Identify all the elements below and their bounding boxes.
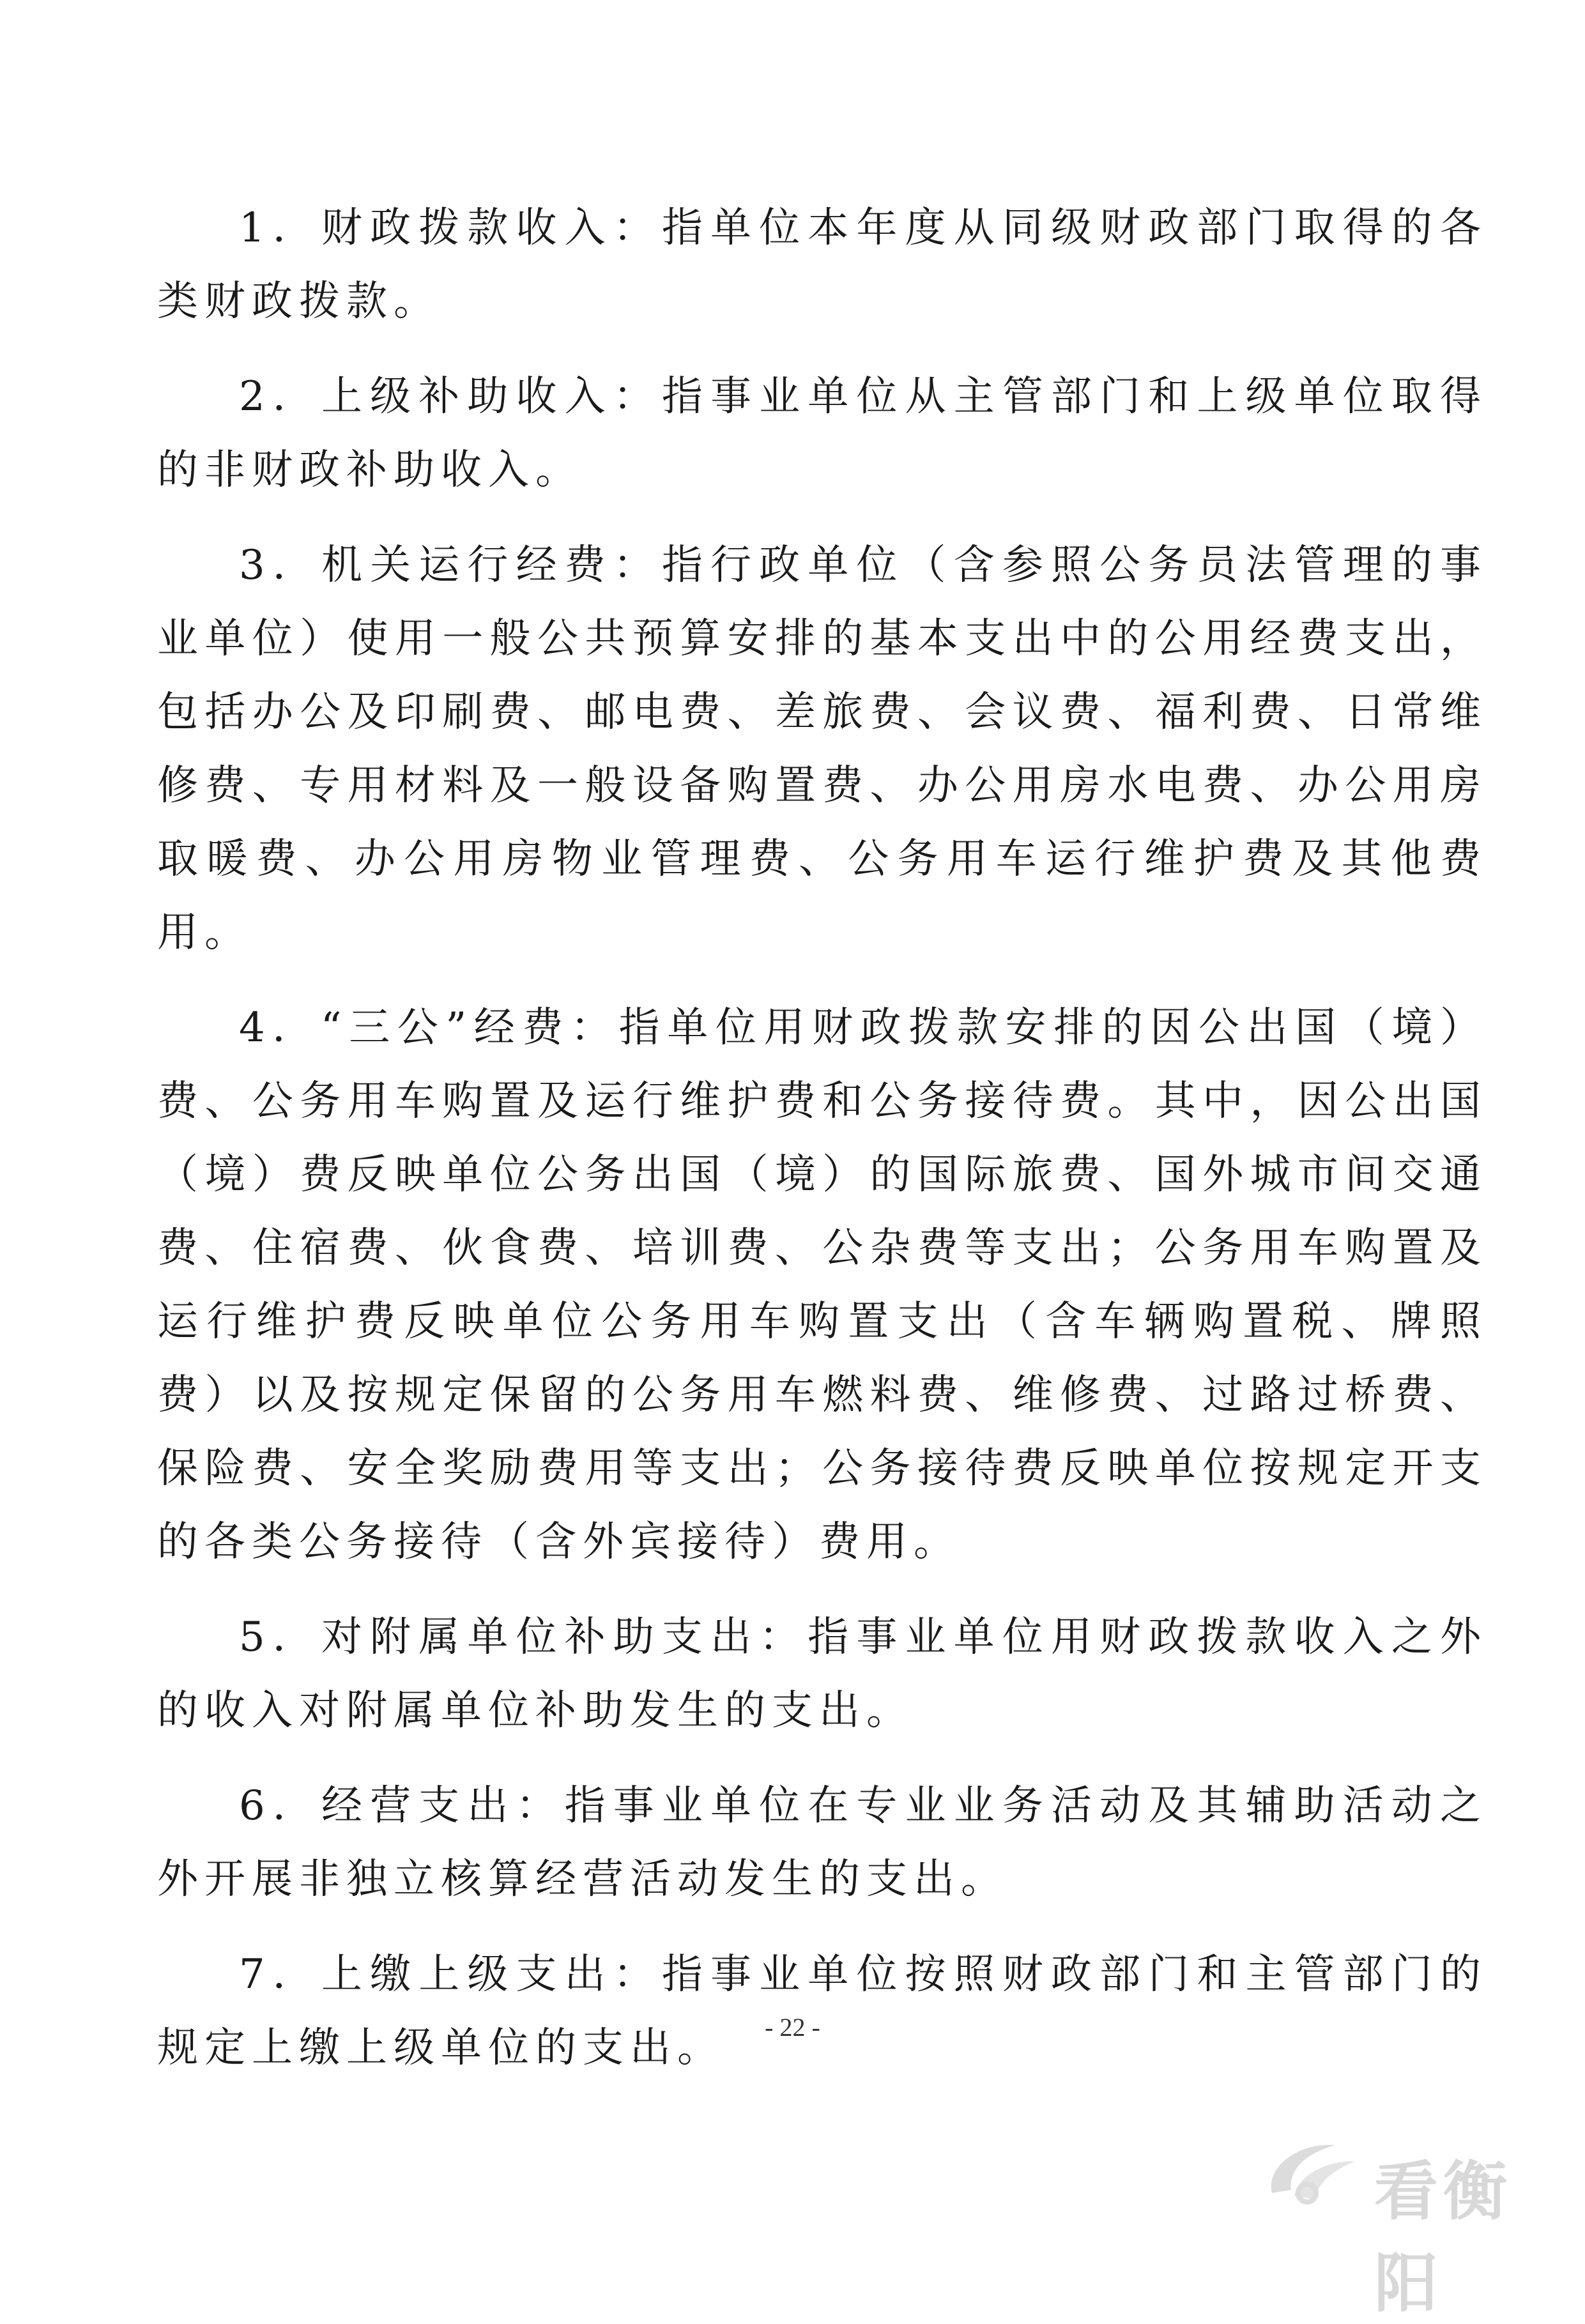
paragraph-3: 3．机关运行经费：指行政单位（含参照公务员法管理的事业单位）使用一般公共预算安排的基本支出中的公用经费支出，包括办公及印刷费、邮电费、差旅费、会议费、福利费、日常维修费、专用材料及一般设备购置费、办公用房水电费、办公用房取暖费、办公用房物业管理费、公务用车运行维护费及其他费用。 [157,542,1487,956]
paragraph-6: 6．经营支出：指事业单位在专业业务活动及其辅助活动之外开展非独立核算经营活动发生的支出。 [157,1782,1487,1903]
paragraph-4: 4．“三公”经费：指单位用财政拨款安排的因公出国（境）费、公务用车购置及运行维护费和公务接待费。其中，因公出国（境）费反映单位公务出国（境）的国际旅费、国外城市间交通费、住宿费、伙食费、培训费、公杂费等支出；公务用车购置及运行维护费反映单位公务用车购置支出（含车辆购置税、牌照费）以及按规定保留的公务用车燃料费、维修费、过路过桥费、保险费、安全奖励费用等支出；公务接待费反映单位按规定开支的各类公务接待（含外宾接待）费用。 [157,1004,1487,1566]
paragraph-5: 5．对附属单位补助支出：指事业单位用财政拨款收入之外的收入对附属单位补助发生的支出。 [157,1614,1487,1734]
kanhengyang-logo-icon [1259,2132,1368,2215]
watermark [1259,2126,1559,2321]
paragraph-2: 2．上级补助收入：指事业单位从主管部门和上级单位取得的非财政补助收入。 [157,373,1487,494]
document-body [157,192,1487,2107]
paragraph-7: 7．上缴上级支出：指事业单位按照财政部门和主管部门的规定上缴上级单位的支出。 [157,1951,1487,2072]
watermark-text: 看衡阳 [1374,2154,1512,2321]
paragraph-1: 1．财政拨款收入：指单位本年度从同级财政部门取得的各类财政拨款。 [157,204,1487,325]
page-number: - 22 - [765,2013,820,2042]
